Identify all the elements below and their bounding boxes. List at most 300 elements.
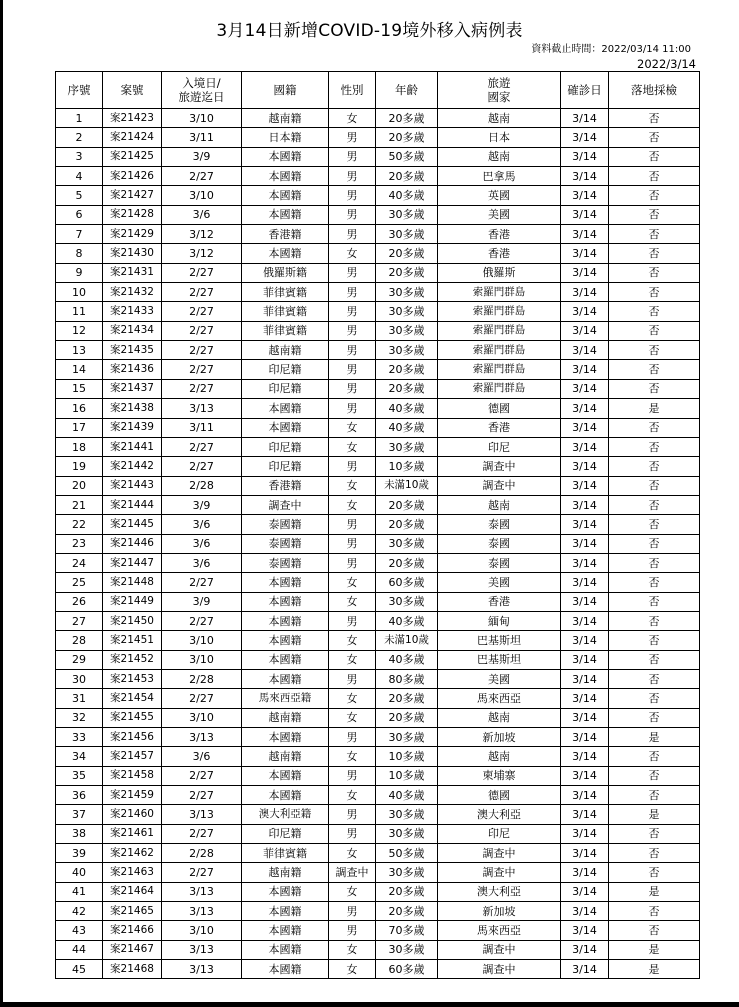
cell-entry-date: 3/13: [162, 728, 242, 747]
cell-seq: 44: [56, 940, 103, 959]
cell-gender: 男: [329, 147, 376, 166]
cell-entry-date: 2/28: [162, 476, 242, 495]
cell-travel-country: 澳大利亞: [438, 882, 561, 901]
table-row: [56, 611, 700, 630]
cell-case-number: 案21445: [103, 515, 162, 534]
cell-airport-test: 否: [609, 167, 700, 186]
cell-airport-test: 否: [609, 302, 700, 321]
cell-age: 30多歲: [376, 283, 438, 302]
cell-seq: 27: [56, 611, 103, 630]
cell-confirm-date: 3/14: [561, 824, 609, 843]
cell-airport-test: 否: [609, 786, 700, 805]
cell-gender: 男: [329, 534, 376, 553]
cell-gender: 男: [329, 902, 376, 921]
cell-age: 20多歲: [376, 244, 438, 263]
cell-airport-test: 否: [609, 669, 700, 688]
cell-age: 40多歲: [376, 399, 438, 418]
cell-travel-country: 英國: [438, 186, 561, 205]
cell-entry-date: 3/12: [162, 244, 242, 263]
cell-case-number: 案21433: [103, 302, 162, 321]
cell-entry-date: 2/27: [162, 689, 242, 708]
cell-travel-country: 美國: [438, 205, 561, 224]
cell-travel-country: 越南: [438, 747, 561, 766]
cell-airport-test: 是: [609, 940, 700, 959]
cell-case-number: 案21449: [103, 592, 162, 611]
cell-airport-test: 否: [609, 650, 700, 669]
cell-age: 10多歲: [376, 457, 438, 476]
header-seq: 序號: [56, 72, 103, 109]
cell-case-number: 案21429: [103, 225, 162, 244]
table-row: [56, 844, 700, 863]
table-row: [56, 263, 700, 282]
cell-case-number: 案21448: [103, 573, 162, 592]
cell-airport-test: 否: [609, 553, 700, 572]
cell-travel-country: 俄羅斯: [438, 263, 561, 282]
cell-gender: 女: [329, 844, 376, 863]
table-row: [56, 476, 700, 495]
cell-travel-country: 越南: [438, 495, 561, 514]
cell-confirm-date: 3/14: [561, 534, 609, 553]
table-row: [56, 128, 700, 147]
cell-seq: 3: [56, 147, 103, 166]
cell-airport-test: 否: [609, 708, 700, 727]
cell-entry-date: 3/13: [162, 805, 242, 824]
cell-travel-country: 索羅門群島: [438, 341, 561, 360]
cell-nationality: 本國籍: [242, 786, 329, 805]
cell-case-number: 案21424: [103, 128, 162, 147]
cell-entry-date: 3/13: [162, 940, 242, 959]
cell-nationality: 越南籍: [242, 747, 329, 766]
cell-gender: 女: [329, 418, 376, 437]
cell-confirm-date: 3/14: [561, 921, 609, 940]
cell-nationality: 本國籍: [242, 960, 329, 979]
page-left-border: [0, 0, 3, 1007]
cell-seq: 14: [56, 360, 103, 379]
cell-confirm-date: 3/14: [561, 863, 609, 882]
cell-age: 20多歲: [376, 167, 438, 186]
cell-airport-test: 否: [609, 109, 700, 128]
header-case-number: 案號: [103, 72, 162, 109]
cell-nationality: 泰國籍: [242, 534, 329, 553]
cell-entry-date: 3/6: [162, 205, 242, 224]
header-travel-country-line1: 旅遊: [487, 76, 511, 90]
cell-seq: 5: [56, 186, 103, 205]
cell-confirm-date: 3/14: [561, 495, 609, 514]
cell-age: 30多歲: [376, 205, 438, 224]
cell-entry-date: 2/27: [162, 766, 242, 785]
cell-seq: 32: [56, 708, 103, 727]
table-row: [56, 147, 700, 166]
cell-case-number: 案21438: [103, 399, 162, 418]
cell-nationality: 菲律賓籍: [242, 321, 329, 340]
cell-confirm-date: 3/14: [561, 437, 609, 456]
cell-airport-test: 否: [609, 147, 700, 166]
cell-travel-country: 索羅門群島: [438, 379, 561, 398]
cell-age: 20多歲: [376, 553, 438, 572]
cell-age: 40多歲: [376, 611, 438, 630]
cell-gender: 男: [329, 321, 376, 340]
cell-age: 20多歲: [376, 882, 438, 901]
table-row: [56, 960, 700, 979]
cell-seq: 4: [56, 167, 103, 186]
cell-nationality: 本國籍: [242, 669, 329, 688]
cell-airport-test: 否: [609, 225, 700, 244]
cell-nationality: 印尼籍: [242, 457, 329, 476]
cell-case-number: 案21425: [103, 147, 162, 166]
cell-age: 30多歲: [376, 940, 438, 959]
cell-travel-country: 新加坡: [438, 902, 561, 921]
cell-gender: 女: [329, 437, 376, 456]
cell-airport-test: 否: [609, 283, 700, 302]
cell-nationality: 本國籍: [242, 244, 329, 263]
cell-age: 30多歲: [376, 863, 438, 882]
cell-gender: 男: [329, 360, 376, 379]
cell-seq: 19: [56, 457, 103, 476]
table-row: [56, 766, 700, 785]
cell-case-number: 案21467: [103, 940, 162, 959]
cell-seq: 23: [56, 534, 103, 553]
cell-entry-date: 3/6: [162, 553, 242, 572]
cell-nationality: 泰國籍: [242, 553, 329, 572]
cell-entry-date: 2/27: [162, 379, 242, 398]
cell-case-number: 案21468: [103, 960, 162, 979]
cell-entry-date: 2/28: [162, 669, 242, 688]
header-gender: 性別: [329, 72, 376, 109]
cell-travel-country: 調查中: [438, 940, 561, 959]
cell-case-number: 案21441: [103, 437, 162, 456]
cell-case-number: 案21464: [103, 882, 162, 901]
cell-seq: 41: [56, 882, 103, 901]
cell-travel-country: 索羅門群島: [438, 360, 561, 379]
table-row: [56, 921, 700, 940]
cell-travel-country: 索羅門群島: [438, 283, 561, 302]
cell-airport-test: 否: [609, 418, 700, 437]
cell-travel-country: 越南: [438, 147, 561, 166]
cell-gender: 男: [329, 283, 376, 302]
cell-age: 20多歲: [376, 263, 438, 282]
cell-entry-date: 3/10: [162, 109, 242, 128]
cell-entry-date: 3/10: [162, 708, 242, 727]
cell-nationality: 澳大利亞籍: [242, 805, 329, 824]
cell-gender: 男: [329, 379, 376, 398]
cell-travel-country: 香港: [438, 244, 561, 263]
cell-case-number: 案21453: [103, 669, 162, 688]
cell-case-number: 案21455: [103, 708, 162, 727]
page-bottom-border: [0, 1002, 739, 1007]
cell-age: 20多歲: [376, 360, 438, 379]
cell-travel-country: 越南: [438, 708, 561, 727]
cell-age: 50多歲: [376, 844, 438, 863]
cell-entry-date: 2/28: [162, 844, 242, 863]
table-row: [56, 553, 700, 572]
data-cutoff-time: 資料截止時間：2022/03/14 11:00: [531, 44, 691, 55]
cell-airport-test: 否: [609, 902, 700, 921]
cell-seq: 16: [56, 399, 103, 418]
cell-airport-test: 否: [609, 824, 700, 843]
cell-travel-country: 馬來西亞: [438, 689, 561, 708]
cell-airport-test: 是: [609, 399, 700, 418]
cell-confirm-date: 3/14: [561, 592, 609, 611]
cell-gender: 男: [329, 515, 376, 534]
cell-confirm-date: 3/14: [561, 186, 609, 205]
cell-gender: 男: [329, 669, 376, 688]
cell-confirm-date: 3/14: [561, 689, 609, 708]
cell-entry-date: 3/13: [162, 882, 242, 901]
header-travel-country-line2: 國家: [487, 90, 511, 104]
cell-confirm-date: 3/14: [561, 650, 609, 669]
cell-airport-test: 否: [609, 437, 700, 456]
cell-age: 10多歲: [376, 747, 438, 766]
cell-confirm-date: 3/14: [561, 302, 609, 321]
cell-airport-test: 是: [609, 960, 700, 979]
cell-airport-test: 否: [609, 244, 700, 263]
cell-nationality: 本國籍: [242, 167, 329, 186]
cell-gender: 女: [329, 244, 376, 263]
cell-seq: 30: [56, 669, 103, 688]
cell-case-number: 案21434: [103, 321, 162, 340]
cell-confirm-date: 3/14: [561, 708, 609, 727]
cell-confirm-date: 3/14: [561, 940, 609, 959]
cell-entry-date: 2/27: [162, 786, 242, 805]
cell-nationality: 本國籍: [242, 766, 329, 785]
cell-seq: 33: [56, 728, 103, 747]
cell-travel-country: 香港: [438, 418, 561, 437]
cell-airport-test: 否: [609, 689, 700, 708]
cell-age: 60多歲: [376, 573, 438, 592]
cell-nationality: 菲律賓籍: [242, 844, 329, 863]
cell-confirm-date: 3/14: [561, 360, 609, 379]
cell-nationality: 本國籍: [242, 147, 329, 166]
cell-airport-test: 否: [609, 573, 700, 592]
cell-entry-date: 2/27: [162, 457, 242, 476]
cell-age: 30多歲: [376, 805, 438, 824]
cell-case-number: 案21444: [103, 495, 162, 514]
cell-gender: 女: [329, 631, 376, 650]
cell-travel-country: 巴基斯坦: [438, 631, 561, 650]
cell-seq: 29: [56, 650, 103, 669]
cell-age: 30多歲: [376, 341, 438, 360]
cell-nationality: 印尼籍: [242, 437, 329, 456]
cell-age: 80多歲: [376, 669, 438, 688]
cell-airport-test: 否: [609, 747, 700, 766]
cell-seq: 2: [56, 128, 103, 147]
cell-age: 20多歲: [376, 495, 438, 514]
cell-entry-date: 3/13: [162, 902, 242, 921]
cell-nationality: 本國籍: [242, 940, 329, 959]
table-row: [56, 244, 700, 263]
table-row: [56, 708, 700, 727]
table-row: [56, 457, 700, 476]
cell-seq: 1: [56, 109, 103, 128]
cell-age: 70多歲: [376, 921, 438, 940]
cell-travel-country: 泰國: [438, 515, 561, 534]
cell-airport-test: 否: [609, 844, 700, 863]
cell-airport-test: 否: [609, 631, 700, 650]
cell-age: 未滿10歲: [376, 631, 438, 650]
cell-nationality: 本國籍: [242, 418, 329, 437]
cell-age: 20多歲: [376, 515, 438, 534]
cell-gender: 男: [329, 302, 376, 321]
cell-seq: 38: [56, 824, 103, 843]
header-entry-date-line1: 入境日/: [182, 76, 221, 90]
cell-entry-date: 3/10: [162, 921, 242, 940]
table-row: [56, 205, 700, 224]
cell-nationality: 香港籍: [242, 476, 329, 495]
cell-seq: 26: [56, 592, 103, 611]
cell-seq: 36: [56, 786, 103, 805]
cell-seq: 10: [56, 283, 103, 302]
cell-case-number: 案21460: [103, 805, 162, 824]
cell-age: 50多歲: [376, 147, 438, 166]
cell-entry-date: 3/11: [162, 128, 242, 147]
cell-age: 60多歲: [376, 960, 438, 979]
table-row: [56, 225, 700, 244]
cell-entry-date: 2/27: [162, 167, 242, 186]
cell-confirm-date: 3/14: [561, 341, 609, 360]
cell-nationality: 本國籍: [242, 592, 329, 611]
cell-airport-test: 否: [609, 128, 700, 147]
cell-confirm-date: 3/14: [561, 379, 609, 398]
page-title: 3月14日新增COVID-19境外移入病例表: [216, 21, 523, 41]
cell-gender: 男: [329, 341, 376, 360]
cell-seq: 17: [56, 418, 103, 437]
cell-confirm-date: 3/14: [561, 128, 609, 147]
cell-nationality: 本國籍: [242, 631, 329, 650]
imported-cases-table: [55, 71, 700, 979]
cell-travel-country: 德國: [438, 399, 561, 418]
table-row: [56, 863, 700, 882]
cell-confirm-date: 3/14: [561, 399, 609, 418]
cell-confirm-date: 3/14: [561, 515, 609, 534]
cell-case-number: 案21442: [103, 457, 162, 476]
cell-case-number: 案21463: [103, 863, 162, 882]
cell-age: 40多歲: [376, 650, 438, 669]
cell-nationality: 俄羅斯籍: [242, 263, 329, 282]
cell-airport-test: 否: [609, 592, 700, 611]
cell-airport-test: 否: [609, 263, 700, 282]
cell-travel-country: 緬甸: [438, 611, 561, 630]
cell-confirm-date: 3/14: [561, 882, 609, 901]
cell-case-number: 案21462: [103, 844, 162, 863]
cell-gender: 女: [329, 708, 376, 727]
cell-gender: 女: [329, 495, 376, 514]
cell-entry-date: 2/27: [162, 360, 242, 379]
cell-airport-test: 否: [609, 921, 700, 940]
cell-gender: 男: [329, 728, 376, 747]
cell-case-number: 案21439: [103, 418, 162, 437]
cell-travel-country: 美國: [438, 669, 561, 688]
cell-case-number: 案21452: [103, 650, 162, 669]
cell-age: 未滿10歲: [376, 476, 438, 495]
cell-airport-test: 否: [609, 611, 700, 630]
cell-seq: 37: [56, 805, 103, 824]
cell-entry-date: 2/27: [162, 283, 242, 302]
header-nationality: 國籍: [242, 72, 329, 109]
cell-gender: 男: [329, 457, 376, 476]
cell-travel-country: 柬埔寨: [438, 766, 561, 785]
cell-seq: 43: [56, 921, 103, 940]
cell-case-number: 案21454: [103, 689, 162, 708]
cell-nationality: 越南籍: [242, 341, 329, 360]
cell-case-number: 案21432: [103, 283, 162, 302]
cell-age: 10多歲: [376, 766, 438, 785]
cell-airport-test: 是: [609, 805, 700, 824]
cell-gender: 男: [329, 805, 376, 824]
cell-airport-test: 否: [609, 341, 700, 360]
cell-entry-date: 2/27: [162, 341, 242, 360]
cell-entry-date: 2/27: [162, 263, 242, 282]
cell-seq: 12: [56, 321, 103, 340]
cell-age: 30多歲: [376, 824, 438, 843]
cell-seq: 25: [56, 573, 103, 592]
cell-gender: 男: [329, 263, 376, 282]
table-row: [56, 302, 700, 321]
cell-confirm-date: 3/14: [561, 631, 609, 650]
table-row: [56, 747, 700, 766]
cell-travel-country: 調查中: [438, 457, 561, 476]
cell-seq: 34: [56, 747, 103, 766]
cell-travel-country: 印尼: [438, 824, 561, 843]
table-row: [56, 824, 700, 843]
cell-gender: 女: [329, 940, 376, 959]
table-row: [56, 341, 700, 360]
cell-airport-test: 否: [609, 534, 700, 553]
cell-nationality: 本國籍: [242, 399, 329, 418]
cell-nationality: 本國籍: [242, 902, 329, 921]
cell-confirm-date: 3/14: [561, 728, 609, 747]
table-row: [56, 940, 700, 959]
cell-travel-country: 越南: [438, 109, 561, 128]
cell-travel-country: 新加坡: [438, 728, 561, 747]
cell-entry-date: 3/13: [162, 960, 242, 979]
cell-travel-country: 巴拿馬: [438, 167, 561, 186]
cell-case-number: 案21428: [103, 205, 162, 224]
cell-travel-country: 索羅門群島: [438, 321, 561, 340]
cell-confirm-date: 3/14: [561, 321, 609, 340]
cell-gender: 男: [329, 921, 376, 940]
cell-seq: 24: [56, 553, 103, 572]
cell-gender: 女: [329, 476, 376, 495]
cell-airport-test: 否: [609, 186, 700, 205]
cell-entry-date: 2/27: [162, 302, 242, 321]
cell-entry-date: 2/27: [162, 824, 242, 843]
cell-confirm-date: 3/14: [561, 553, 609, 572]
cell-case-number: 案21459: [103, 786, 162, 805]
table-row: [56, 534, 700, 553]
cell-entry-date: 3/12: [162, 225, 242, 244]
cell-gender: 女: [329, 786, 376, 805]
cell-confirm-date: 3/14: [561, 418, 609, 437]
cell-seq: 22: [56, 515, 103, 534]
cell-nationality: 越南籍: [242, 109, 329, 128]
cell-gender: 男: [329, 399, 376, 418]
cell-gender: 女: [329, 747, 376, 766]
cell-nationality: 本國籍: [242, 186, 329, 205]
cell-seq: 20: [56, 476, 103, 495]
table-row: [56, 437, 700, 456]
cell-confirm-date: 3/14: [561, 167, 609, 186]
cell-travel-country: 德國: [438, 786, 561, 805]
cell-entry-date: 3/13: [162, 399, 242, 418]
cell-gender: 男: [329, 167, 376, 186]
cell-travel-country: 索羅門群島: [438, 302, 561, 321]
cell-case-number: 案21443: [103, 476, 162, 495]
cell-airport-test: 否: [609, 457, 700, 476]
cell-confirm-date: 3/14: [561, 766, 609, 785]
cell-gender: 女: [329, 573, 376, 592]
cell-entry-date: 3/6: [162, 515, 242, 534]
cell-age: 20多歲: [376, 109, 438, 128]
